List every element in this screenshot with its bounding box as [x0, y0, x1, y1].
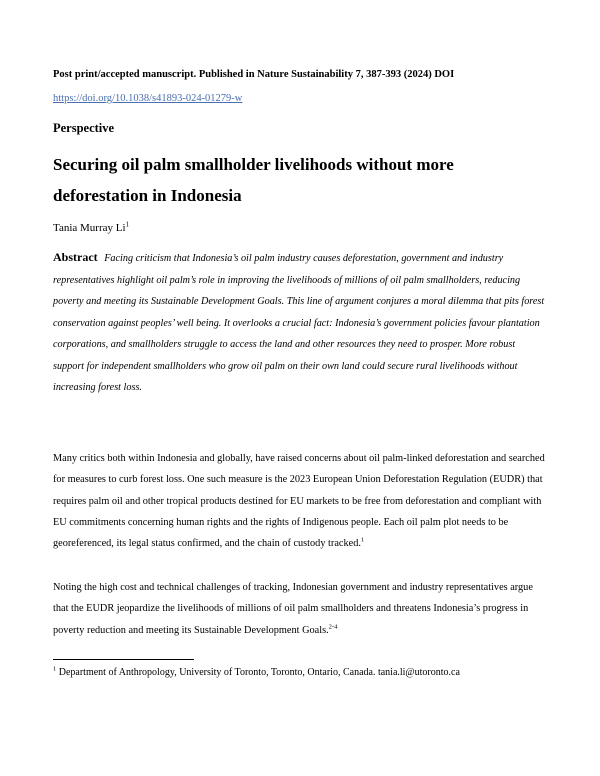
body-paragraph-2	[53, 577, 547, 641]
abstract-label: Abstract	[53, 250, 98, 264]
abstract	[53, 247, 547, 399]
paragraph-2-text: Noting the high cost and technical challenges of tracking, Indonesian government and industry representatives argue that the EUDR jeopardize the livelihoods of millions of oil palm smallholders and threatens Indonesia’s progress in poverty reduction and meeting its Sustainable Development Goals.	[53, 582, 533, 636]
footnote-marker: 1	[53, 665, 57, 673]
footnote	[53, 666, 553, 679]
body-paragraph-1	[53, 448, 547, 554]
footnote-text: Department of Anthropology, University of Toronto, Toronto, Ontario, Canada. tania.li@utoronto.ca	[56, 667, 460, 678]
article-type: Perspective	[53, 121, 115, 135]
author-footnote-marker: 1	[125, 220, 130, 229]
doi-link[interactable]: https://doi.org/10.1038/s41893-024-01279-w	[53, 93, 243, 104]
author-line	[53, 221, 129, 235]
author-name: Tania Murray Li	[53, 222, 126, 234]
article-title: Securing oil palm smallholder livelihoods without more deforestation in Indonesia	[53, 155, 454, 205]
publication-note: Post print/accepted manuscript. Published in Nature Sustainability 7, 387-393 (2024) DOI	[53, 69, 455, 80]
paragraph-1-text: Many critics both within Indonesia and globally, have raised concerns about oil palm-linked deforestation and searched for measures to curb forest loss. One such measure is the 2023 European Union Deforestation Regulation (EUDR) that requires palm oil and other tropical products destined for EU markets to be free from deforestation and compliant with EU commitments concerning human rights and the rights of Indigenous people. Each oil palm plot needs to be georeferenced, its legal status confirmed, and the chain of custody tracked.	[53, 453, 545, 550]
paragraph-1-reference: 1	[360, 536, 365, 544]
footnote-divider	[53, 659, 194, 660]
abstract-text: Facing criticism that Indonesia’s oil palm industry causes deforestation, government and industry representatives highlight oil palm’s role in improving the livelihoods of millions of oil palm smallholders, reducing poverty and meeting its Sustainable Development Goals. This line of argument conjures a moral dilemma that pits forest conservation against peoples’ well being. It overlooks a crucial fact: Indonesia’s government policies favour plantation corporations, and smallholders struggle to access the land and other resources they need to prosper. More robust support for independent smallholders who grow oil palm on their own land could secure rural livelihoods without increasing forest loss.	[53, 253, 545, 393]
paragraph-2-reference: 2-4	[328, 623, 338, 631]
